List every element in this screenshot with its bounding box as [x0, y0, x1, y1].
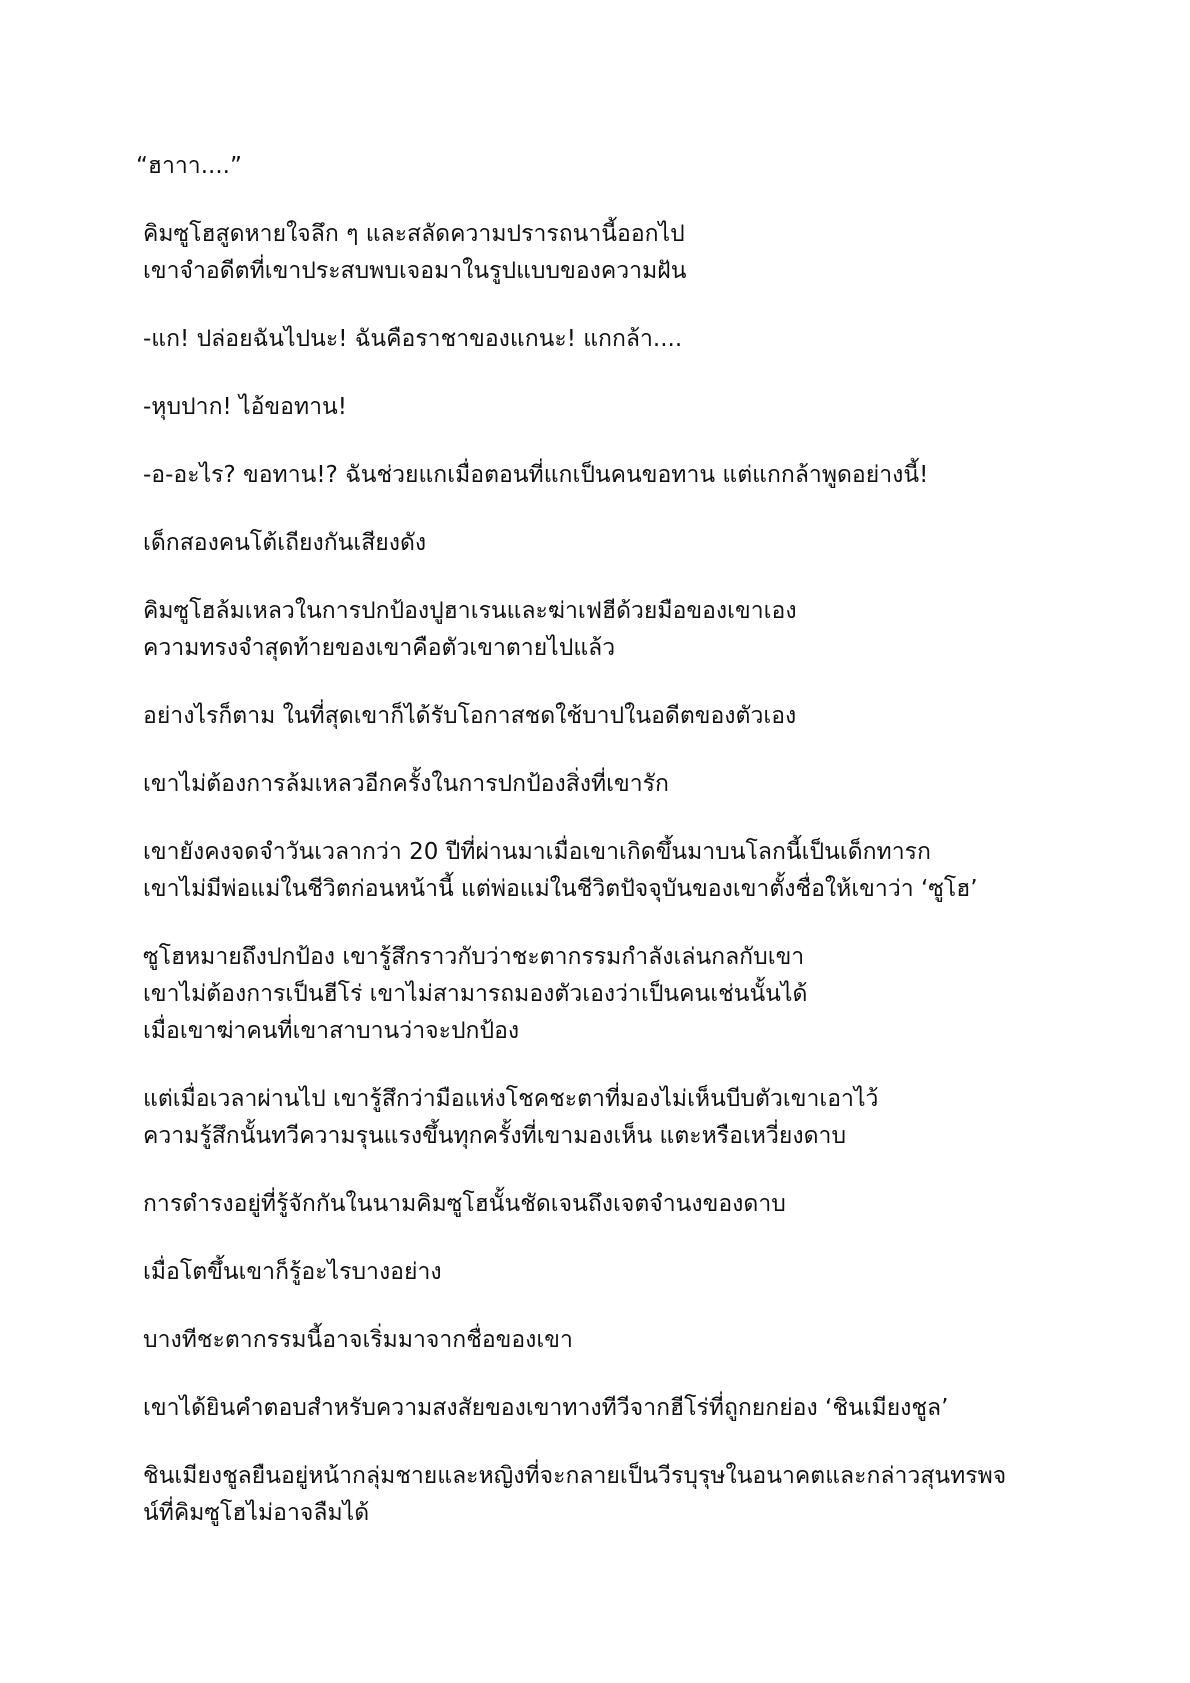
paragraph-13 — [143, 1186, 1083, 1223]
text-line: เมื่อโตขึ้นเขาก็รู้อะไรบางอย่าง — [143, 1259, 442, 1285]
text-line: ชินเมียงชูลยืนอยู่หน้ากลุ่มชายและหญิงที่จะกลายเป็นวีรบุรุษในอนาคตและกล่าวสุนทรพจ — [143, 1463, 1007, 1489]
paragraph-8 — [143, 698, 1083, 735]
text-line: การดำรงอยู่ที่รู้จักกันในนามคิมซูโฮนั้นชัดเจนถึงเจตจำนงของดาบ — [143, 1191, 786, 1217]
text-line: อย่างไรก็ตาม ในที่สุดเขาก็ได้รับโอกาสชดใช้บาปในอดีตของตัวเอง — [143, 703, 797, 729]
paragraph-1 — [136, 148, 1083, 185]
text-line: -แก! ปล่อยฉันไปนะ! ฉันคือราชาของแกนะ! แกกล้า.... — [143, 326, 683, 352]
text-line: คิมซูโฮล้มเหลวในการปกป้องปูฮาเรนและฆ่าเฟฮีด้วยมือของเขาเอง — [143, 598, 797, 624]
text-line: เขายังคงจดจำวันเวลากว่า 20 ปีที่ผ่านมาเมื่อเขาเกิดขึ้นมาบนโลกนี้เป็นเด็กทารก — [143, 839, 931, 865]
paragraph-7 — [143, 593, 1083, 667]
paragraph-5 — [143, 457, 1083, 494]
text-line: เขาไม่ต้องการล้มเหลวอีกครั้งในการปกป้องสิ่งที่เขารัก — [143, 771, 669, 797]
text-line: เด็กสองคนโต้เถียงกันเสียงดัง — [143, 530, 427, 556]
paragraph-14 — [143, 1254, 1083, 1291]
text-line: ซูโฮหมายถึงปกป้อง เขารู้สึกราวกับว่าชะตากรรมกำลังเล่นกลกับเขา — [143, 944, 805, 970]
text-line: เขาไม่มีพ่อแม่ในชีวิตก่อนหน้านี้ แต่พ่อแม่ในชีวิตปัจจุบันของเขาตั้งชื่อให้เขาว่า ‘ซูโฮ’ — [143, 876, 978, 902]
text-line: ความทรงจำสุดท้ายของเขาคือตัวเขาตายไปแล้ว — [143, 635, 616, 661]
paragraph-2 — [143, 216, 1083, 290]
paragraph-6 — [143, 525, 1083, 562]
text-line: เขาไม่ต้องการเป็นฮีโร่ เขาไม่สามารถมองตัวเองว่าเป็นคนเช่นนั้นได้ — [143, 981, 808, 1007]
text-line: ความรู้สึกนั้นทวีความรุนแรงขึ้นทุกครั้งที่เขามองเห็น แตะหรือเหวี่ยงดาบ — [143, 1123, 847, 1149]
paragraph-12 — [143, 1081, 1083, 1155]
paragraph-4 — [143, 389, 1083, 426]
paragraph-9 — [143, 766, 1083, 803]
text-line: น์ที่คิมซูโฮไม่อาจลืมได้ — [143, 1500, 370, 1526]
paragraph-3 — [143, 321, 1083, 358]
paragraph-11 — [143, 939, 1083, 1050]
text-line: -อ-อะไร? ขอทาน!? ฉันช่วยแกเมื่อตอนที่แกเป็นคนขอทาน แต่แกกล้าพูดอย่างนี้! — [143, 462, 929, 488]
text-line: เขาได้ยินคำตอบสำหรับความสงสัยของเขาทางทีวีจากฮีโร่ที่ถูกยกย่อง ‘ชินเมียงชูล’ — [143, 1395, 949, 1421]
text-line: บางทีชะตากรรมนี้อาจเริ่มมาจากชื่อของเขา — [143, 1327, 573, 1353]
paragraph-16 — [143, 1390, 1083, 1427]
paragraph-17 — [143, 1458, 1083, 1532]
text-line: “ฮาาา....” — [136, 153, 242, 179]
text-line: -หุบปาก! ไอ้ขอทาน! — [143, 394, 347, 420]
document-body — [136, 148, 1083, 1563]
text-line: เขาจำอดีตที่เขาประสบพบเจอมาในรูปแบบของความฝัน — [143, 258, 687, 284]
text-line: เมื่อเขาฆ่าคนที่เขาสาบานว่าจะปกป้อง — [143, 1018, 520, 1044]
paragraph-15 — [143, 1322, 1083, 1359]
paragraph-10 — [143, 834, 1083, 908]
text-line: แต่เมื่อเวลาผ่านไป เขารู้สึกว่ามือแห่งโชคชะตาที่มองไม่เห็นบีบตัวเขาเอาไว้ — [143, 1086, 879, 1112]
text-line: คิมซูโฮสูดหายใจลึก ๆ และสลัดความปรารถนานี้ออกไป — [143, 221, 685, 247]
